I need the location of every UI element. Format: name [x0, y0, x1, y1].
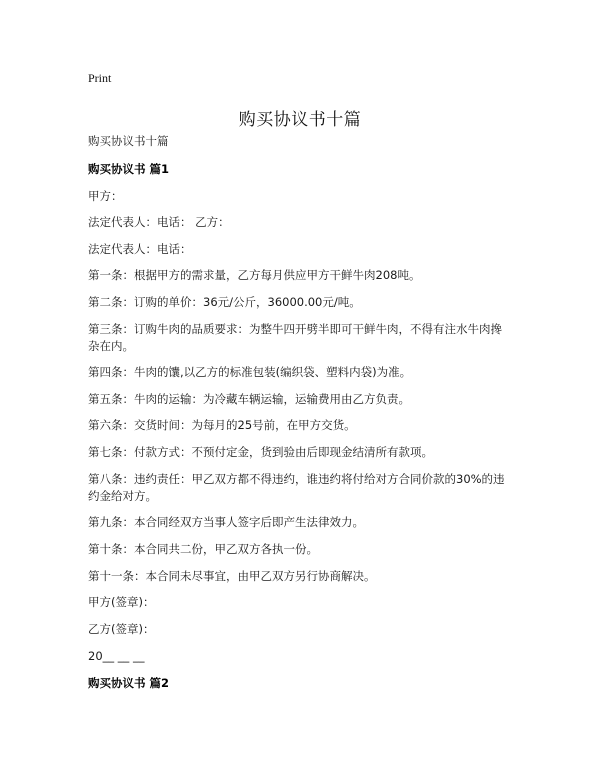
legal-rep-line-2: 法定代表人：电话：	[88, 242, 192, 256]
clause-7: 第七条：付款方式：不预付定金，货到验由后即现金结清所有款项。	[88, 445, 433, 459]
document-subtitle: 购买协议书十篇	[88, 134, 169, 148]
legal-rep-line-1: 法定代表人：电话： 乙方：	[88, 215, 230, 229]
clause-10: 第十条：本合同共二份，甲乙双方各执一份。	[88, 542, 318, 556]
clause-3-line-1: 第三条：订购牛肉的品质要求：为整牛四开劈半即可干鲜牛肉，不得有注水牛肉搀	[88, 322, 502, 336]
clause-5: 第五条：牛肉的运输：为冷藏车辆运输，运输费用由乙方负责。	[88, 392, 410, 406]
clause-11: 第十一条：本合同未尽事宜，由甲乙双方另行协商解决。	[88, 569, 376, 583]
clause-9: 第九条：本合同经双方当事人签字后即产生法律效力。	[88, 515, 364, 529]
clause-1: 第一条：根据甲方的需求量，乙方每月供应甲方干鲜牛肉208吨。	[88, 268, 421, 282]
clause-8-line-2: 约金给对方。	[88, 489, 157, 503]
signature-party-b: 乙方(签章)：	[88, 622, 155, 636]
print-label[interactable]: Print	[88, 71, 112, 85]
clause-3-line-2: 杂在内。	[88, 339, 134, 353]
clause-4: 第四条：牛肉的馕,以乙方的标准包装(编织袋、塑料内袋)为准。	[88, 365, 412, 379]
clause-6: 第六条：交货时间：为每月的25号前，在甲方交货。	[88, 418, 356, 432]
date-line: 20__ __ __	[88, 649, 145, 663]
party-a-line: 甲方：	[88, 189, 123, 203]
clause-2: 第二条：订购的单价：36元/公斤，36000.00元/吨。	[88, 295, 361, 309]
clause-8-line-1: 第八条：违约责任：甲乙双方都不得违约，谁违约将付给对方合同价款的30%的违	[88, 472, 505, 486]
section-heading-1: 购买协议书 篇1	[88, 162, 170, 176]
section-heading-2: 购买协议书 篇2	[88, 676, 170, 690]
document-title: 购买协议书十篇	[238, 110, 362, 131]
signature-party-a: 甲方(签章)：	[88, 595, 155, 609]
